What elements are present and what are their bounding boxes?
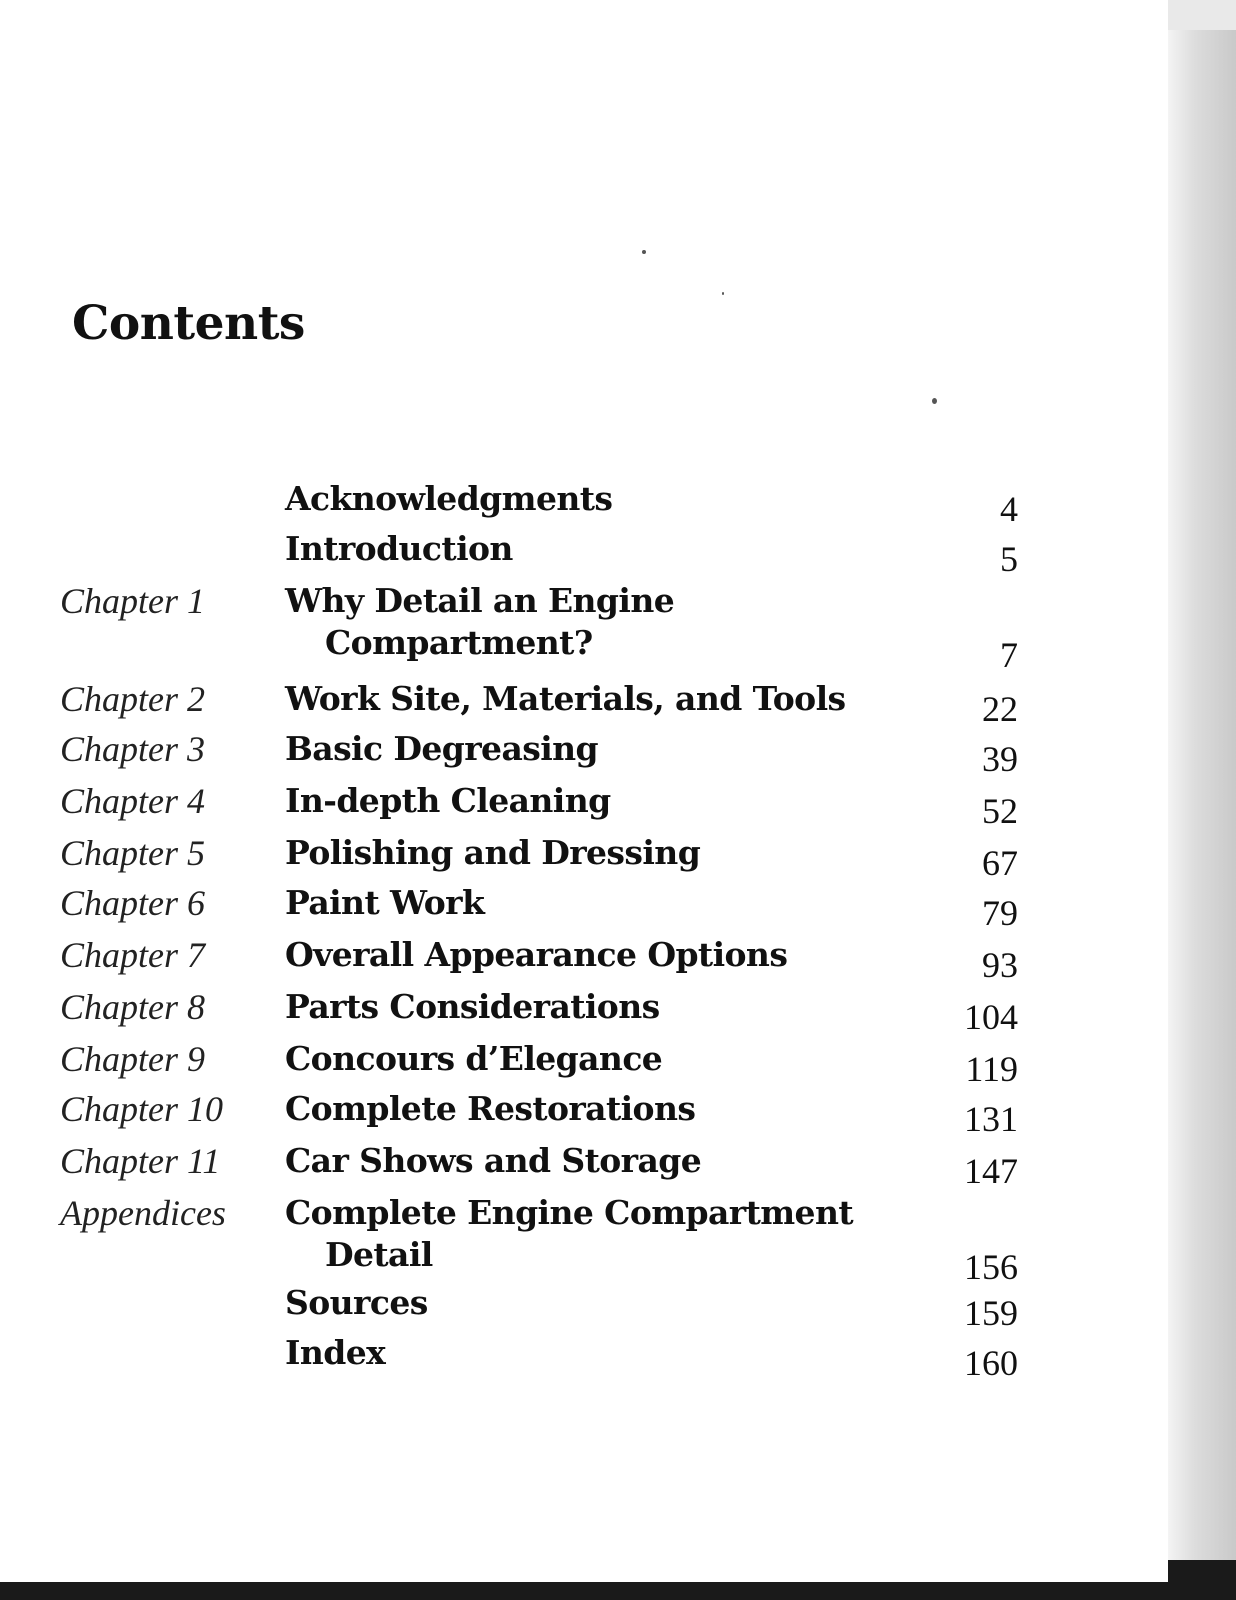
entry-title-line: Basic Degreasing — [285, 729, 599, 768]
entry-title-line: Sources — [285, 1283, 428, 1322]
entry-title — [285, 728, 598, 770]
page-number: 159 — [964, 1293, 1018, 1333]
entry-title — [285, 934, 787, 976]
entry-title-line: Parts Considerations — [285, 987, 660, 1026]
toc-entry — [0, 580, 1168, 675]
entry-title — [285, 1192, 853, 1276]
toc-entry — [0, 1332, 1168, 1383]
page-number: 22 — [982, 689, 1018, 729]
entry-title-line: Overall Appearance Options — [285, 935, 788, 974]
page-number: 119 — [965, 1049, 1018, 1089]
page-edge-shadow — [1168, 30, 1236, 1600]
chapter-label: Chapter 10 — [60, 1089, 224, 1129]
toc-entry — [0, 780, 1168, 831]
entry-title — [285, 580, 674, 664]
entry-title-line: Car Shows and Storage — [285, 1141, 702, 1180]
chapter-label: Chapter 9 — [60, 1039, 206, 1079]
toc-entry — [0, 1140, 1168, 1191]
chapter-label: Chapter 5 — [60, 833, 206, 873]
entry-title — [285, 986, 660, 1028]
entry-title-line: Introduction — [285, 529, 513, 568]
entry-title-line: Complete Restorations — [285, 1089, 696, 1128]
page-number: 131 — [964, 1099, 1018, 1139]
page-number: 5 — [1000, 539, 1018, 579]
entry-title-line: Why Detail an Engine — [285, 581, 675, 620]
page-number: 93 — [982, 945, 1018, 985]
entry-title — [285, 478, 612, 520]
entry-title — [285, 1282, 428, 1324]
dust-speck — [722, 292, 724, 295]
entry-title — [285, 832, 700, 874]
entry-title-line: Complete Engine Compartment — [285, 1193, 853, 1232]
entry-title-line: Concours d’Elegance — [285, 1039, 663, 1078]
page-number: 104 — [964, 997, 1018, 1037]
toc-entry — [0, 1282, 1168, 1333]
toc-entry — [0, 478, 1168, 529]
toc-entry — [0, 832, 1168, 883]
entry-title-line: Polishing and Dressing — [285, 833, 701, 872]
toc-entry — [0, 986, 1168, 1037]
page-bottom-margin — [0, 1560, 1168, 1582]
entry-title — [285, 1332, 385, 1374]
entry-title-line: Index — [285, 1333, 386, 1372]
chapter-label: Chapter 1 — [60, 581, 206, 621]
entry-title-line: Acknowledgments — [285, 479, 613, 518]
dust-speck — [932, 398, 937, 404]
entry-title — [285, 1038, 662, 1080]
toc-entry — [0, 1088, 1168, 1139]
chapter-label: Chapter 6 — [60, 883, 206, 923]
toc-entry — [0, 1192, 1168, 1287]
entry-title-line: In-depth Cleaning — [285, 781, 611, 820]
entry-title-line: Paint Work — [285, 883, 485, 922]
page-number: 79 — [982, 893, 1018, 933]
dust-speck — [642, 250, 646, 254]
chapter-label: Chapter 11 — [60, 1141, 221, 1181]
page-title: Contents — [72, 296, 305, 351]
entry-title-continuation: Detail — [325, 1235, 433, 1274]
entry-title — [285, 780, 611, 822]
entry-title-line: Work Site, Materials, and Tools — [285, 679, 846, 718]
toc-entry — [0, 528, 1168, 579]
chapter-label: Chapter 4 — [60, 781, 206, 821]
page-number: 4 — [1000, 489, 1018, 529]
entry-title — [285, 678, 846, 720]
page-number: 7 — [1000, 635, 1018, 675]
entry-title — [285, 528, 513, 570]
entry-title — [285, 1088, 695, 1130]
toc-entry — [0, 1038, 1168, 1089]
toc-entry — [0, 934, 1168, 985]
chapter-label: Chapter 8 — [60, 987, 206, 1027]
entry-title — [285, 1140, 701, 1182]
chapter-label: Chapter 7 — [60, 935, 206, 975]
toc-entry — [0, 882, 1168, 933]
chapter-label: Chapter 2 — [60, 679, 206, 719]
toc-entry — [0, 678, 1168, 729]
chapter-label: Chapter 3 — [60, 729, 206, 769]
entry-title — [285, 882, 484, 924]
page-number: 156 — [964, 1247, 1018, 1287]
page-number: 67 — [982, 843, 1018, 883]
toc-entry — [0, 728, 1168, 779]
page-number: 147 — [964, 1151, 1018, 1191]
page-number: 52 — [982, 791, 1018, 831]
page-number: 160 — [964, 1343, 1018, 1383]
page-number: 39 — [982, 739, 1018, 779]
chapter-label: Appendices — [60, 1193, 226, 1233]
entry-title-continuation: Compartment? — [325, 623, 593, 662]
